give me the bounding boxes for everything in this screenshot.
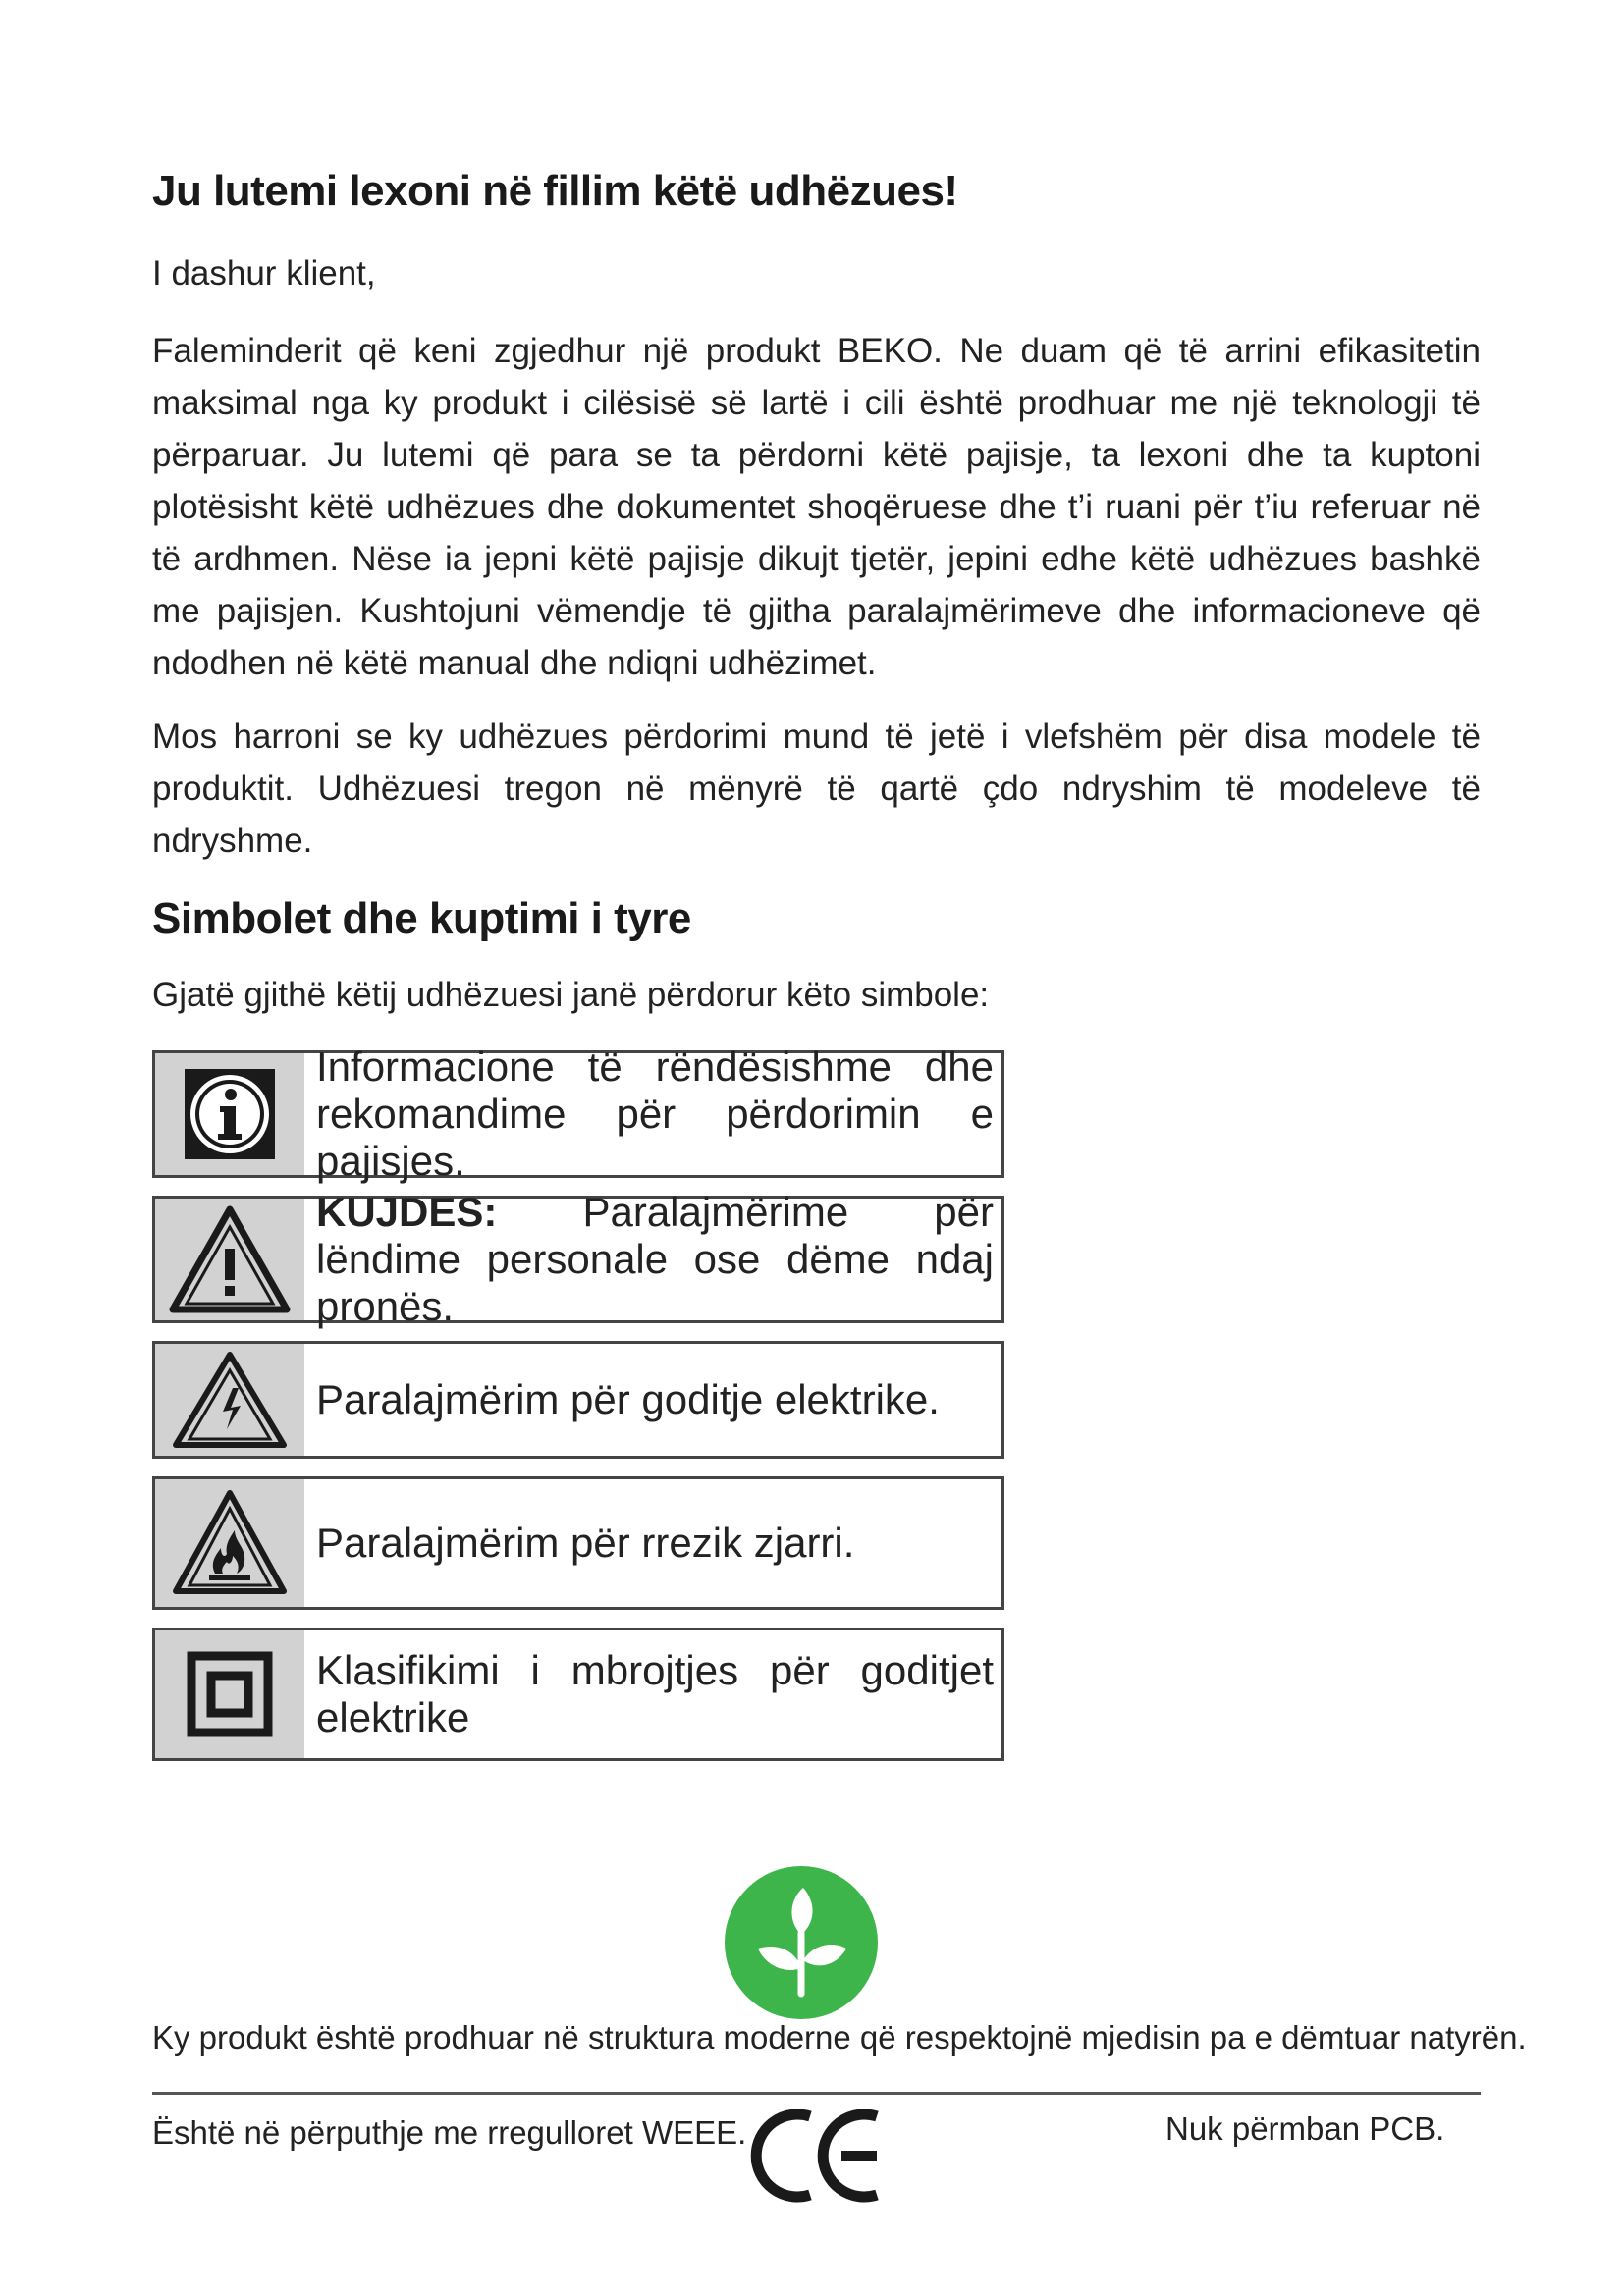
symbol-info-text: Informacione të rëndësishme dhe rekomandime për përdorimin e pajisjes.	[316, 1043, 994, 1184]
warning-icon	[155, 1199, 304, 1320]
greeting: I dashur klient,	[152, 254, 376, 293]
symbol-insulation-text: Klasifikimi i mbrojtjes për goditjet elektrike	[316, 1647, 994, 1740]
electric-shock-icon	[155, 1344, 304, 1456]
page-title: Ju lutemi lexoni në fillim këtë udhëzues!	[152, 167, 958, 215]
eco-statement: Ky produkt është prodhuar në struktura moderne që respektojnë mjedisin pa e dëmtuar natyrën.	[152, 2019, 1527, 2056]
symbols-table	[152, 1043, 1004, 1761]
double-insulation-icon	[155, 1630, 304, 1758]
symbol-row-info	[152, 1043, 1004, 1184]
symbol-row-insulation	[152, 1628, 1004, 1761]
symbol-fire-text: Paralajmërim për rrezik zjarri.	[316, 1520, 855, 1566]
ce-mark-icon	[749, 2107, 889, 2205]
warning-label: KUJDES:	[316, 1189, 498, 1235]
footer-divider	[152, 2092, 1481, 2095]
symbol-electric-text: Paralajmërim për goditje elektrike.	[316, 1376, 940, 1422]
fire-hazard-icon	[155, 1479, 304, 1607]
intro-paragraph: Faleminderit që keni zgjedhur një produkt BEKO. Ne duam që të arrini efikasitetin maksimal nga ky produkt i cilësisë së lartë i cili është prodhuar me një teknologji të përparuar. Ju lutemi që para se ta përdorni këtë pajisje, ta lexoni dhe ta kuptoni plotësisht këtë udhëzues dhe dokumentet shoqëruese dhe t’i ruani për t’iu referuar në të ardhmen. Nëse ia jepni këtë pajisje dikujt tjetër, jepini edhe këtë udhëzues bashkë me pajisjen. Kushtojuni vëmendje të gjitha paralajmërimeve dhe informacioneve që ndodhen në këtë manual dhe ndiqni udhëzimet.	[152, 332, 1481, 682]
symbol-warning-text: Paralajmërime për lëndime personale ose dëme ndaj pronës.	[316, 1189, 994, 1329]
symbols-intro: Gjatë gjithë këtij udhëzuesi janë përdorur këto simbole:	[152, 976, 990, 1014]
pcb-statement: Nuk përmban PCB.	[1165, 2110, 1445, 2147]
symbol-row-warning	[152, 1189, 1004, 1329]
eco-leaf-icon	[723, 1864, 880, 2021]
symbols-heading: Simbolet dhe kuptimi i tyre	[152, 894, 691, 942]
models-paragraph: Mos harroni se ky udhëzues përdorimi mund të jetë i vlefshëm për disa modele të produktit. Udhëzuesi tregon në mënyrë të qartë çdo ndryshim të modeleve të ndryshme.	[152, 718, 1481, 860]
info-icon	[155, 1053, 304, 1175]
weee-statement: Është në përputhje me rregulloret WEEE.	[152, 2114, 747, 2151]
symbol-row-electric	[152, 1341, 1004, 1459]
manual-page	[152, 157, 1481, 1779]
symbol-row-fire	[152, 1476, 1004, 1610]
